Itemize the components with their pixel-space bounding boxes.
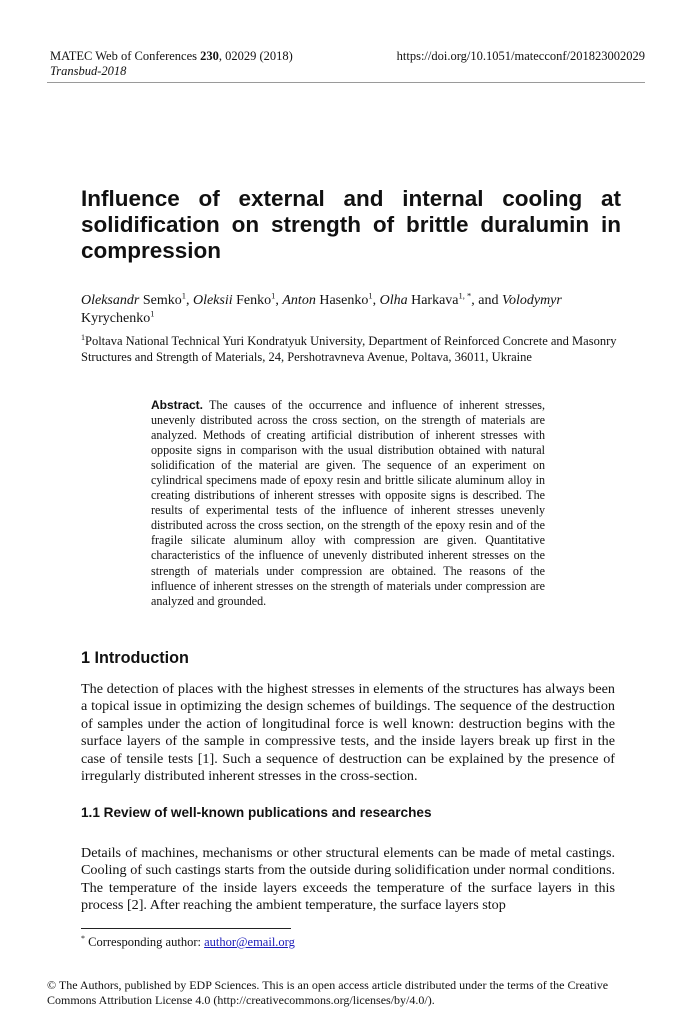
author-item	[192, 290, 276, 308]
abstract	[151, 398, 545, 609]
footnote-mark: *	[81, 933, 85, 943]
author-separator: ,	[372, 293, 380, 308]
author-separator: ,	[275, 293, 283, 308]
author-item	[81, 290, 186, 308]
author-first-name: Anton	[282, 293, 316, 308]
section-heading-introduction: 1 Introduction	[81, 649, 189, 667]
conference-name: Transbud-2018	[50, 64, 127, 78]
author-last-name: Semko	[142, 293, 182, 308]
abstract-text: The causes of the occurrence and influence of inherent stresses, unevenly distributed across the cross section, on the strength of materials are analyzed. Methods of creating artificial distribution of inherent stresses with opposite signs in comparison with the usual distribution obtained with natural solidification of the material are given. The sequence of an experiment on cylindrical specimens made of epoxy resin and brittle silicate aluminum alloy in creating distributions of inherent stresses with opposite signs is described. The results of experimental tests of the influence of inherent stresses unevenly distributed across the cross section, on the strength of the epoxy resin and of the fragile silicate aluminum alloy with compression are given. Quantitative characteristics of the influence of unevenly distributed inherent stresses on the strength of materials under compression are obtained. The reasons of the influence of inherent stresses on the strength of materials under compression are analyzed and grounded.	[151, 398, 545, 608]
author-last-name: Kyrychenko	[81, 311, 151, 326]
author-separator: , and	[471, 293, 502, 308]
journal-volume: 230	[200, 49, 219, 63]
review-paragraph: Details of machines, mechanisms or other structural elements can be made of metal castings. Cooling of such castings starts from the outside during solidification under normal conditions. The temperature of the inside layers exceeds the temperature of the surface layers in this process [2]. After reaching the ambient temperature, the surface layers stop	[81, 845, 615, 914]
author-first-name: Olha	[379, 293, 408, 308]
journal-name: MATEC Web of Conferences	[50, 49, 201, 63]
affiliation-mark: 1	[81, 332, 85, 342]
doi-link[interactable]: https://doi.org/10.1051/matecconf/201823002029	[396, 49, 645, 63]
running-header-left	[50, 49, 350, 79]
header-divider	[47, 82, 645, 83]
abstract-label: Abstract.	[151, 398, 204, 412]
author-separator: ,	[185, 293, 193, 308]
author-item	[282, 290, 373, 308]
author-affiliation-mark: 1	[271, 290, 276, 301]
author-first-name: Oleksandr	[81, 293, 140, 308]
subsection-heading-review: 1.1 Review of well-known publications and researches	[81, 805, 432, 820]
affiliation	[81, 333, 621, 365]
author-last-name: Hasenko	[319, 293, 369, 308]
footnote-label: Corresponding author:	[85, 935, 205, 949]
author-list	[81, 292, 621, 328]
introduction-paragraph: The detection of places with the highest stresses in elements of the structures has always been a topical issue in optimizing the design schemes of buildings. The sequence of the destruction of samples under the action of longitudinal force is well known: destruction begins with the surface layers of the sample in compressive tests, and the inside layers break up first in the case of tensile tests [1]. Such a sequence of destruction can be explained by the presence of irregularly distributed inherent stresses in the cross-section.	[81, 681, 615, 785]
footnote	[81, 934, 295, 950]
author-first-name: Volodymyr	[501, 293, 562, 308]
journal-citation	[50, 49, 350, 64]
copyright-notice: © The Authors, published by EDP Sciences. This is an open access article distributed under the terms of the Creative Commons Attribution License 4.0 (http://creativecommons.org/licenses/by/4.0/).	[47, 978, 609, 1008]
affiliation-text: Poltava National Technical Yuri Kondratyuk University, Department of Reinforced Concrete and Masonry Structures and Strength of Materials, 24, Pershotravneva Avenue, Poltava, 36011, Ukraine	[81, 334, 617, 364]
author-first-name: Oleksii	[192, 293, 233, 308]
author-last-name: Fenko	[236, 293, 272, 308]
author-affiliation-mark: 1, *	[458, 290, 472, 301]
author-last-name: Harkava	[411, 293, 459, 308]
footnote-divider	[81, 928, 291, 929]
author-affiliation-mark: 1	[368, 290, 373, 301]
author-item	[379, 290, 472, 308]
author-affiliation-mark: 1	[150, 308, 155, 319]
email-link[interactable]: author@email.org	[204, 935, 295, 949]
paper-title: Influence of external and internal cooling at solidification on strength of brittle duralumin in compression	[81, 186, 621, 263]
journal-issue-year: , 02029 (2018)	[218, 49, 293, 63]
author-affiliation-mark: 1	[181, 290, 186, 301]
